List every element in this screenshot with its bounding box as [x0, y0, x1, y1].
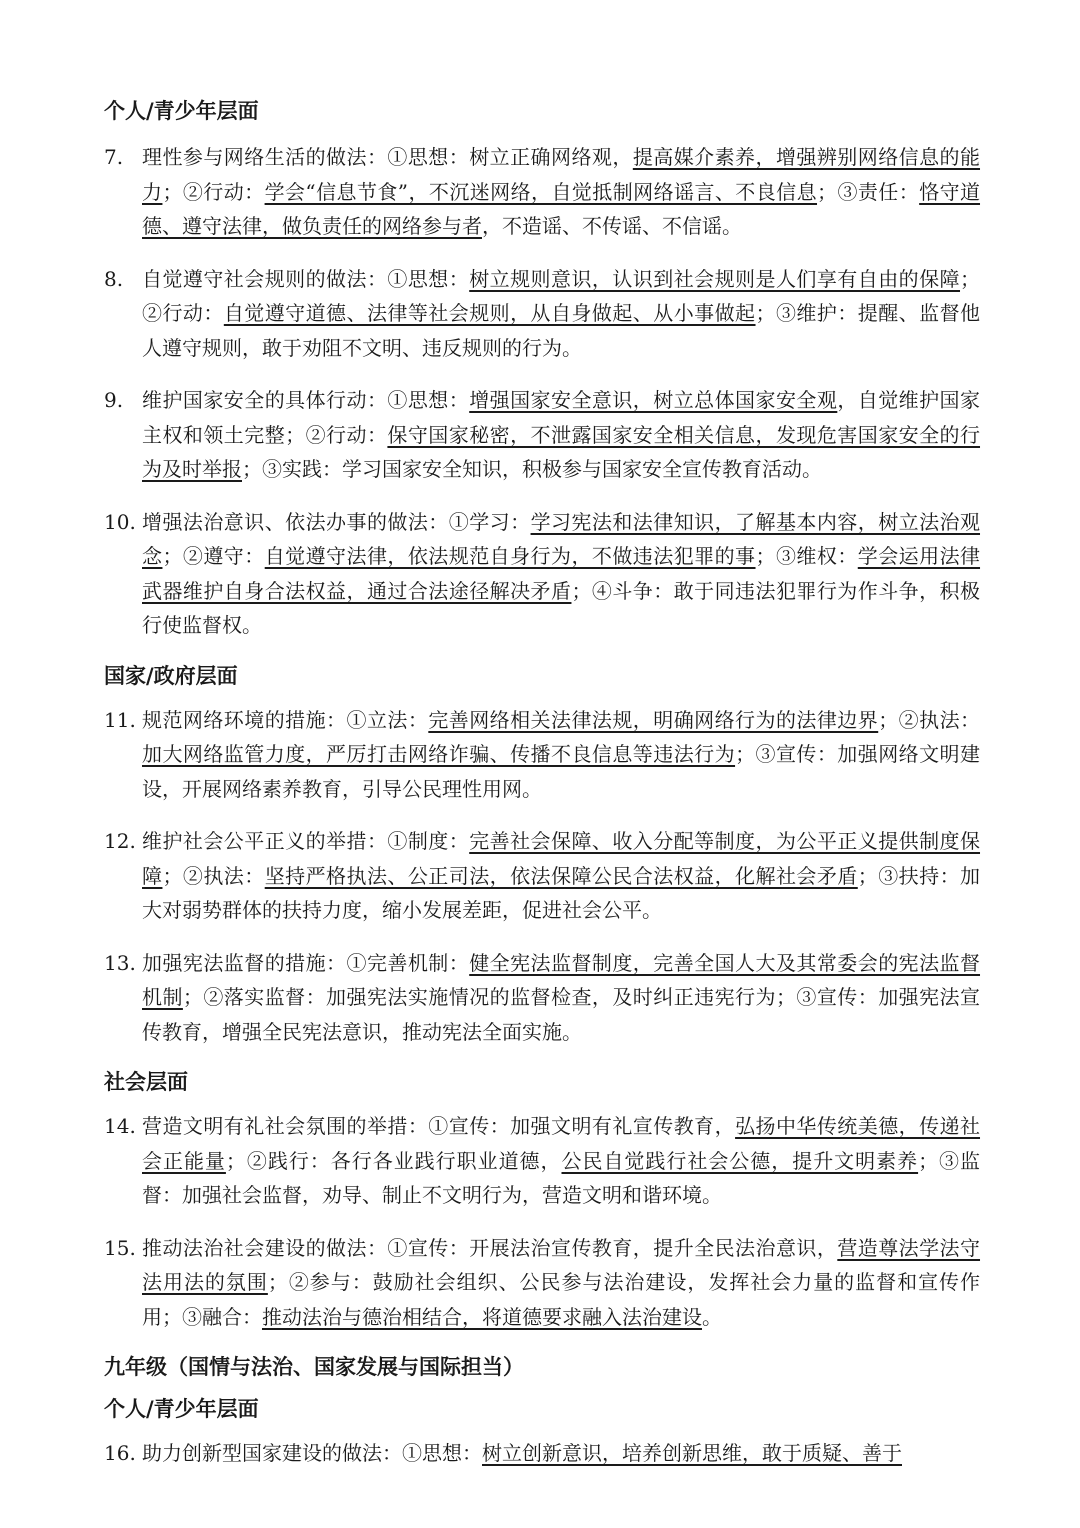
section-heading: 个人/青少年层面: [104, 98, 259, 123]
underlined-key-phrase: 恪守道德、遵守法律，做负责任的网络参与者: [142, 179, 981, 238]
item-number: 16.: [104, 1441, 136, 1465]
underlined-key-phrase: 提高媒介素养，增强辨别网络信息的能力: [142, 145, 981, 204]
underlined-key-phrase: 完善社会保障、收入分配等制度，为公平正义提供制度保障: [142, 829, 981, 888]
text-segment: ；②行动：: [162, 179, 265, 204]
text-segment: 营造文明有礼社会氛围的举措：①宣传：加强文明有礼宣传教育，: [142, 1114, 736, 1138]
text-segment: ；②行动：: [142, 266, 981, 325]
item-text: [142, 505, 980, 643]
underlined-key-phrase: 公民自觉践行社会公德，提升文明素养: [561, 1148, 919, 1173]
section-heading: 个人/青少年层面: [104, 1396, 259, 1421]
item-number: 10.: [104, 509, 136, 534]
text-segment: ；②执法：: [162, 863, 265, 888]
text-segment: ；②践行：各行各业践行职业道德，: [225, 1148, 562, 1173]
underlined-key-phrase: 树立规则意识，认识到社会规则是人们享有自由的保障: [469, 266, 961, 291]
item-text: [142, 824, 980, 928]
item-number: 12.: [104, 829, 136, 853]
item-text: [142, 1231, 980, 1335]
text-segment: 助力创新型国家建设的做法：①思想：: [142, 1441, 482, 1465]
text-segment: ；②遵守：: [162, 544, 265, 568]
item-number: 13.: [104, 950, 136, 975]
section-heading: 九年级（国情与法治、国家发展与国际担当）: [104, 1354, 524, 1379]
text-segment: 维护社会公平正义的举措：①制度：: [142, 829, 470, 853]
item-text: [142, 1109, 980, 1213]
text-segment: ；③扶持：加大对弱势群体的扶持力度，缩小发展差距，促进社会公平。: [142, 863, 981, 922]
underlined-key-phrase: 健全宪法监督制度，完善全国人大及其常委会的宪法监督机制: [142, 950, 981, 1009]
underlined-key-phrase: 树立创新意识，培养创新思维，敢于质疑、善于: [482, 1441, 902, 1465]
text-segment: 理性参与网络生活的做法：①思想：树立正确网络观，: [142, 145, 633, 169]
text-segment: ；②参与：鼓励社会组织、公民参与法治建设，发挥社会力量的监督和宣传作用；③融合：: [142, 1270, 981, 1329]
text-segment: ；③维权：: [755, 544, 858, 568]
item-number: 8.: [104, 266, 124, 291]
text-segment: 规范网络环境的措施：①立法：: [142, 707, 429, 732]
text-segment: ，自觉维护国家主权和领土完整；②行动：: [142, 388, 981, 447]
underlined-key-phrase: 自觉遵守道德、法律等社会规则，从自身做起、从小事做起: [223, 301, 756, 325]
section-heading: 国家/政府层面: [104, 662, 238, 688]
section-heading: 社会层面: [104, 1069, 188, 1094]
text-segment: ；③监督：加强社会监督，劝导、制止不文明行为，营造文明和谐环境。: [142, 1148, 981, 1207]
item-text: [142, 1436, 980, 1471]
list-item: [104, 383, 980, 487]
text-segment: ；②执法：: [878, 707, 981, 732]
list-item: [104, 703, 980, 807]
text-segment: ；③维护：提醒、监督他人遵守规则，敢于劝阻不文明、违反规则的行为。: [142, 301, 981, 360]
list-item: [104, 262, 980, 366]
text-segment: ，不造谣、不传谣、不信谣。: [482, 214, 742, 238]
list-item: [104, 505, 980, 643]
underlined-key-phrase: 加大网络监管力度，严厉打击网络诈骗、传播不良信息等违法行为: [142, 742, 736, 766]
item-number: 15.: [104, 1235, 136, 1260]
underlined-key-phrase: 弘扬中华传统美德，传递社会正能量: [142, 1114, 981, 1173]
list-item: [104, 946, 980, 1050]
text-segment: ；④斗争：敢于同违法犯罪行为作斗争，积极行使监督权。: [142, 578, 981, 637]
underlined-key-phrase: 学习宪法和法律知识，了解基本内容，树立法治观念: [142, 509, 981, 568]
list-item: [104, 1436, 980, 1471]
text-segment: ；③责任：: [817, 179, 920, 204]
item-number: 11.: [104, 707, 136, 732]
list-item: [104, 140, 980, 244]
item-text: [142, 262, 980, 366]
text-segment: 自觉遵守社会规则的做法：①思想：: [142, 266, 470, 291]
text-segment: 。: [702, 1304, 722, 1329]
item-text: [142, 383, 980, 487]
text-segment: 加强宪法监督的措施：①完善机制：: [142, 950, 470, 975]
underlined-key-phrase: 营造尊法学法守法用法的氛围: [142, 1235, 981, 1294]
list-item: [104, 824, 980, 928]
item-number: 14.: [104, 1114, 136, 1138]
underlined-key-phrase: 自觉遵守法律，依法规范自身行为，不做违法犯罪的事: [264, 544, 756, 568]
item-text: [142, 946, 980, 1050]
underlined-key-phrase: 推动法治与德治相结合，将道德要求融入法治建设: [262, 1304, 702, 1329]
text-segment: ；③宣传：加强网络文明建设，开展网络素养教育，引导公民理性用网。: [142, 742, 981, 801]
item-number: 7.: [104, 145, 124, 169]
underlined-key-phrase: 增强国家安全意识，树立总体国家安全观: [469, 388, 838, 412]
list-item: [104, 1231, 980, 1335]
item-number: 9.: [104, 388, 124, 412]
underlined-key-phrase: 坚持严格执法、公正司法，依法保障公民合法权益，化解社会矛盾: [264, 863, 858, 888]
text-segment: ；③实践：学习国家安全知识，积极参与国家安全宣传教育活动。: [242, 457, 822, 481]
text-segment: 维护国家安全的具体行动：①思想：: [142, 388, 470, 412]
text-segment: 推动法治社会建设的做法：①宣传：开展法治宣传教育，提升全民法治意识，: [142, 1235, 838, 1260]
underlined-key-phrase: 保守国家秘密，不泄露国家安全相关信息，发现危害国家安全的行为及时举报: [142, 422, 981, 481]
text-segment: ；②落实监督：加强宪法实施情况的监督检查，及时纠正违宪行为；③宣传：加强宪法宣传教育，增强全民宪法意识，推动宪法全面实施。: [142, 985, 981, 1044]
item-text: [142, 703, 980, 807]
document-content: [104, 96, 980, 1471]
item-text: [142, 140, 980, 244]
list-item: [104, 1109, 980, 1213]
underlined-key-phrase: 完善网络相关法律法规，明确网络行为的法律边界: [428, 707, 879, 732]
text-segment: 增强法治意识、依法办事的做法：①学习：: [142, 509, 531, 534]
underlined-key-phrase: 学会“信息节食”，不沉迷网络，自觉抵制网络谣言、不良信息: [264, 179, 818, 204]
underlined-key-phrase: 学会运用法律武器维护自身合法权益，通过合法途径解决矛盾: [142, 544, 981, 603]
